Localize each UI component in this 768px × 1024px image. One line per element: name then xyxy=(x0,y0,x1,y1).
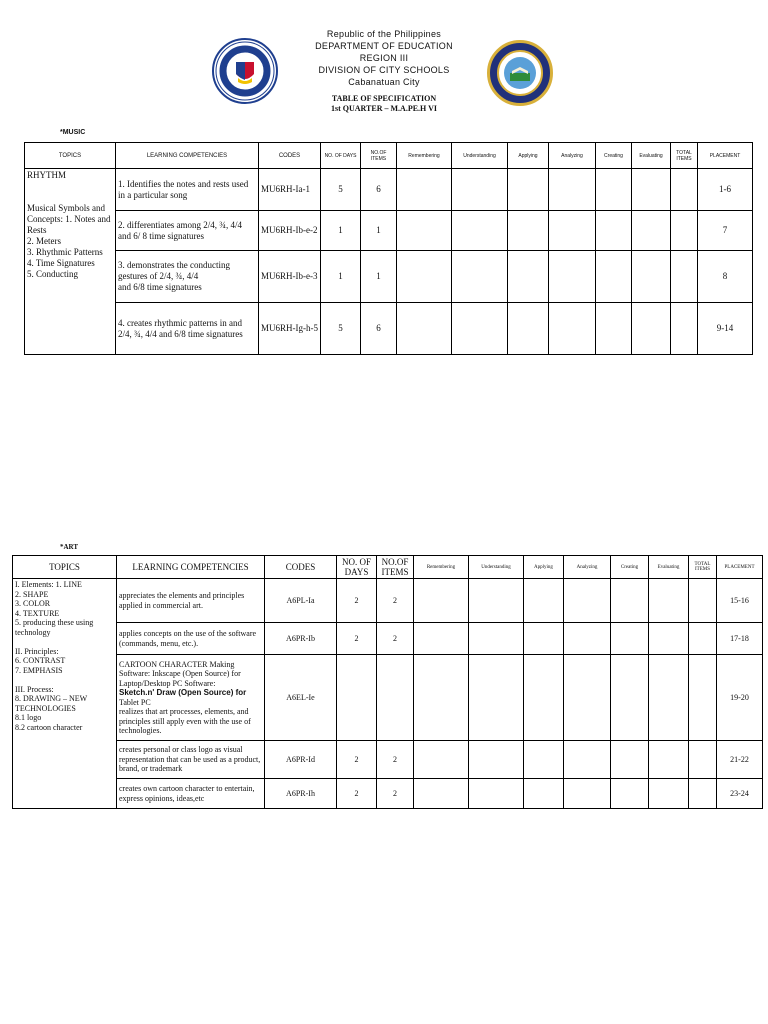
table-row xyxy=(13,779,763,809)
col-topics: TOPICS xyxy=(13,556,117,579)
col-creating: Creating xyxy=(611,556,649,579)
table-row xyxy=(13,741,763,779)
days-cell: 1 xyxy=(321,211,361,251)
days-cell: 5 xyxy=(321,303,361,355)
col-understanding: Understanding xyxy=(452,143,508,169)
placement-cell: 17-18 xyxy=(717,623,763,655)
col-items: NO.OF ITEMS xyxy=(377,556,414,579)
code-cell: A6PL-Ia xyxy=(265,579,337,623)
col-placement: PLACEMENT xyxy=(698,143,753,169)
music-header-row xyxy=(25,143,753,169)
col-competencies: LEARNING COMPETENCIES xyxy=(117,556,265,579)
code-cell: A6PR-Id xyxy=(265,741,337,779)
school-seal-logo xyxy=(487,40,553,106)
placement-cell: 7 xyxy=(698,211,753,251)
col-remembering: Remembering xyxy=(397,143,452,169)
col-analyzing: Analyzing xyxy=(564,556,611,579)
col-total-items: TOTAL ITEMS xyxy=(671,143,698,169)
col-remembering: Remembering xyxy=(414,556,469,579)
header-division: DIVISION OF CITY SCHOOLS xyxy=(318,65,450,75)
days-cell: 2 xyxy=(337,623,377,655)
col-understanding: Understanding xyxy=(469,556,524,579)
competency-cell: 3. demonstrates the conducting gestures of 2/4, ¾, 4/4 and 6/8 time signatures xyxy=(116,251,259,303)
code-cell: A6PR-Ih xyxy=(265,779,337,809)
items-cell: 2 xyxy=(377,779,414,809)
table-row xyxy=(13,623,763,655)
code-cell: MU6RH-Ig-h-5 xyxy=(259,303,321,355)
days-cell: 2 xyxy=(337,741,377,779)
table-row xyxy=(25,251,753,303)
items-cell: 6 xyxy=(361,303,397,355)
col-analyzing: Analyzing xyxy=(549,143,596,169)
col-codes: CODES xyxy=(265,556,337,579)
items-cell: 2 xyxy=(377,741,414,779)
table-row xyxy=(25,211,753,251)
table-row xyxy=(13,655,763,741)
quarter-title: 1st QUARTER – M.A.PE.H VI xyxy=(330,104,438,113)
placement-cell: 23-24 xyxy=(717,779,763,809)
days-cell: 5 xyxy=(321,169,361,211)
competency-cell: 2. differentiates among 2/4, ¾, 4/4 and 6/ 8 time signatures xyxy=(116,211,259,251)
col-applying: Applying xyxy=(524,556,564,579)
art-header-row xyxy=(13,556,763,579)
days-cell: 1 xyxy=(321,251,361,303)
music-section-label: *MUSIC xyxy=(60,129,86,136)
code-cell: MU6RH-Ib-e-3 xyxy=(259,251,321,303)
art-section-label: *ART xyxy=(60,543,79,551)
header-republic: Republic of the Philippines xyxy=(326,29,442,39)
code-cell: MU6RH-Ib-e-2 xyxy=(259,211,321,251)
placement-cell: 21-22 xyxy=(717,741,763,779)
col-competencies: LEARNING COMPETENCIES xyxy=(116,143,259,169)
col-days: NO. OF DAYS xyxy=(321,143,361,169)
days-cell: 2 xyxy=(337,779,377,809)
col-placement: PLACEMENT xyxy=(717,556,763,579)
items-cell: 6 xyxy=(361,169,397,211)
col-creating: Creating xyxy=(596,143,632,169)
competency-cell: creates personal or class logo as visual representation that can be used as a product, brand, or trademark xyxy=(117,741,265,779)
header-region: REGION III xyxy=(359,53,409,63)
col-applying: Applying xyxy=(508,143,549,169)
competency-cell: creates own cartoon character to entertain, express opinions, ideas,etc xyxy=(117,779,265,809)
competency-cell xyxy=(117,655,265,741)
placement-cell: 1-6 xyxy=(698,169,753,211)
days-cell: 2 xyxy=(337,579,377,623)
art-topics-cell: I. Elements: 1. LINE 2. SHAPE 3. COLOR 4. TEXTURE 5. producing these using technology II. Principles: 6. CONTRAST 7. EMPHASIS III. Process: 8. DRAWING – NEW TECHNOLOGIES 8.1 logo 8.2 cartoon character xyxy=(13,579,117,809)
col-days: NO. OF DAYS xyxy=(337,556,377,579)
competency-cell: appreciates the elements and principles applied in commercial art. xyxy=(117,579,265,623)
code-cell: MU6RH-Ia-1 xyxy=(259,169,321,211)
music-topics-cell: RHYTHM Musical Symbols and Concepts: 1. Notes and Rests 2. Meters 3. Rhythmic Patterns 4. Time Signatures 5. Conducting xyxy=(25,169,116,355)
table-row xyxy=(25,303,753,355)
competency-cell: 4. creates rhythmic patterns in and 2/4, ¾, 4/4 and 6/8 time signatures xyxy=(116,303,259,355)
items-cell: 2 xyxy=(377,579,414,623)
header-department: DEPARTMENT OF EDUCATION xyxy=(315,41,453,51)
competency-emphasis: Sketch.n' Draw (Open Source) for xyxy=(119,688,247,697)
placement-cell: 8 xyxy=(698,251,753,303)
placement-cell: 19-20 xyxy=(717,655,763,741)
header-city: Cabanatuan City xyxy=(348,77,420,87)
placement-cell: 9-14 xyxy=(698,303,753,355)
col-topics: TOPICS xyxy=(25,143,116,169)
col-codes: CODES xyxy=(259,143,321,169)
items-cell xyxy=(377,655,414,741)
col-items: NO.OF ITEMS xyxy=(361,143,397,169)
competency-cell: applies concepts on the use of the software (commands, menu, etc.). xyxy=(117,623,265,655)
table-row xyxy=(13,579,763,623)
deped-seal-logo xyxy=(212,38,278,104)
placement-cell: 15-16 xyxy=(717,579,763,623)
col-total-items: TOTAL ITEMS xyxy=(689,556,717,579)
items-cell: 1 xyxy=(361,251,397,303)
tos-title: TABLE OF SPECIFICATION xyxy=(331,94,437,103)
days-cell xyxy=(337,655,377,741)
code-cell: A6PR-Ib xyxy=(265,623,337,655)
art-spec-table xyxy=(12,555,763,809)
col-evaluating: Evaluating xyxy=(632,143,671,169)
music-spec-table xyxy=(24,142,753,355)
competency-tail: Tablet PC realizes that art processes, elements, and principles still apply even with the use of technologies. xyxy=(119,697,251,735)
competency-text: CARTOON CHARACTER Making Software: Inkscape (Open Source) for Laptop/Desktop PC Software: xyxy=(119,659,241,688)
competency-cell: 1. Identifies the notes and rests used in a particular song xyxy=(116,169,259,211)
items-cell: 1 xyxy=(361,211,397,251)
document-header xyxy=(0,28,768,114)
code-cell: A6EL-Ie xyxy=(265,655,337,741)
items-cell: 2 xyxy=(377,623,414,655)
table-row xyxy=(25,169,753,211)
col-evaluating: Evaluating xyxy=(649,556,689,579)
